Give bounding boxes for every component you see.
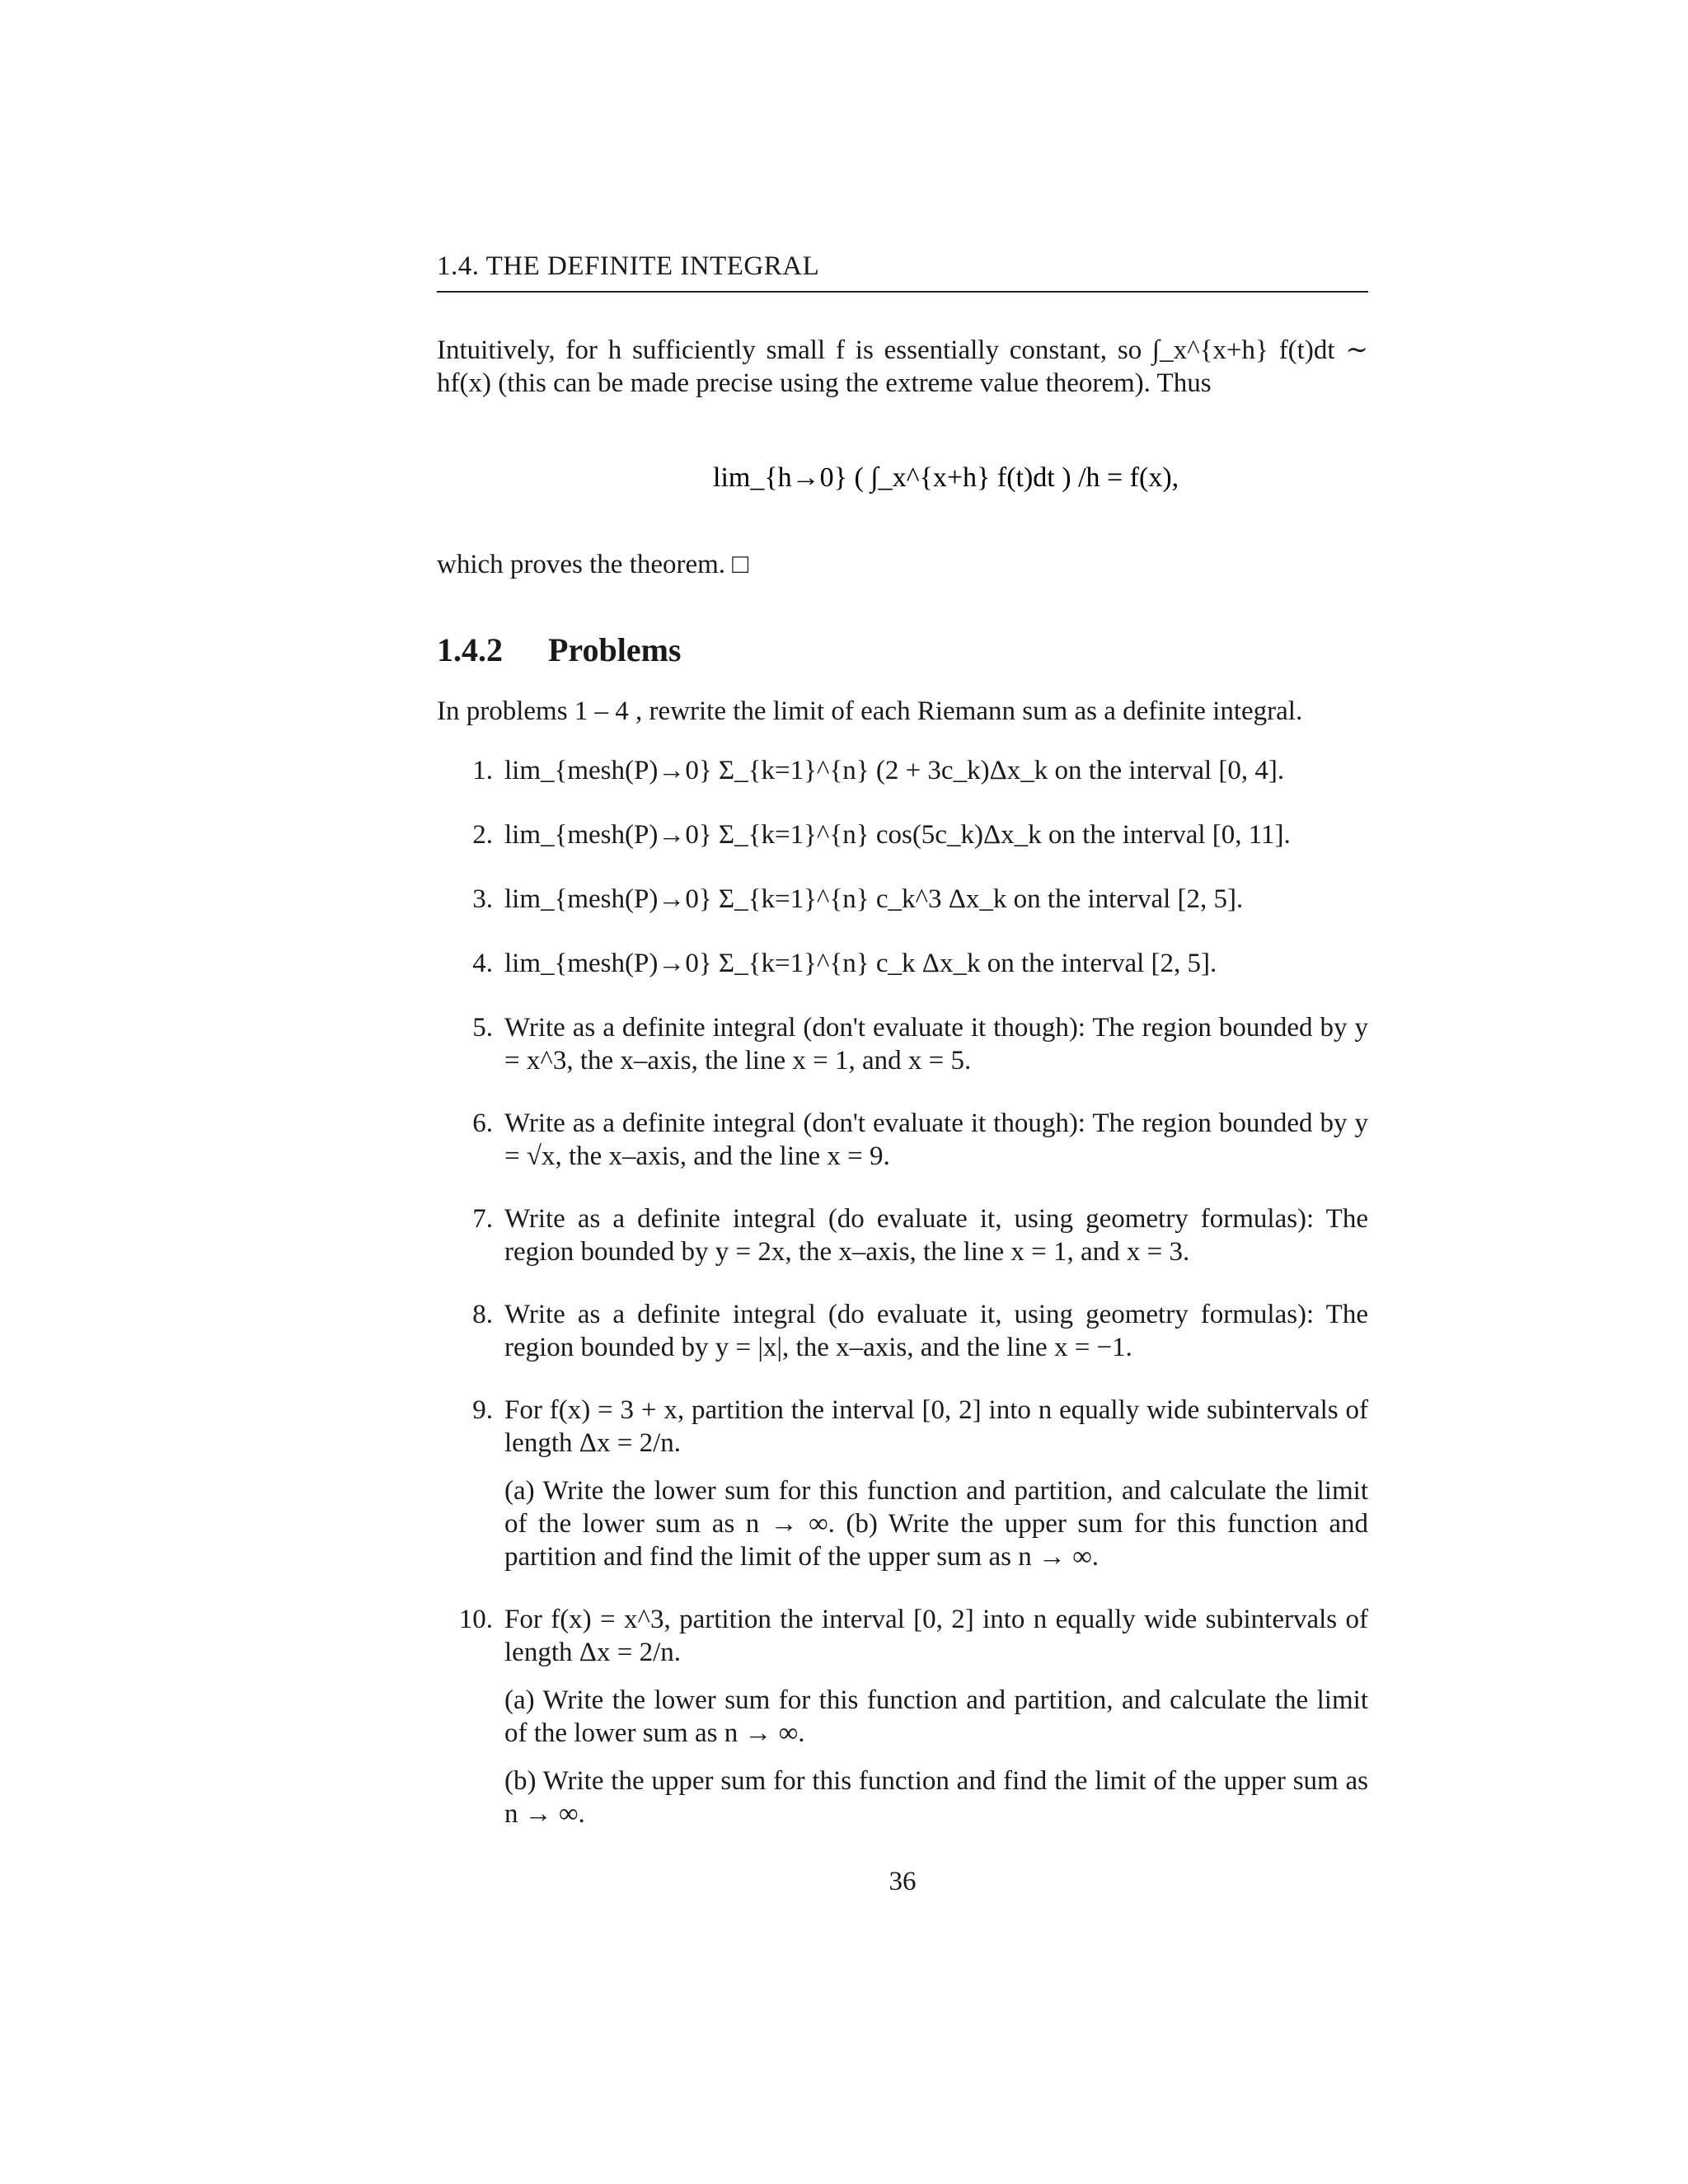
problem-item — [437, 947, 1368, 980]
problem-number: 3. — [472, 884, 493, 914]
problem-item — [437, 883, 1368, 916]
problem-text: lim_{mesh(P)→0} Σ_{k=1}^{n} c_k Δx_k on the interval [2, 5]. — [504, 949, 1217, 978]
problem-text: lim_{mesh(P)→0} Σ_{k=1}^{n} cos(5c_k)Δx_k on the interval [0, 11]. — [504, 820, 1291, 850]
intro-paragraph — [437, 334, 1368, 400]
problem-item — [437, 754, 1368, 787]
problem-number: 9. — [472, 1395, 493, 1425]
problem-list — [437, 754, 1368, 1830]
problem-item — [437, 1394, 1368, 1573]
equation-text: lim_{h→0} ( ∫_x^{x+h} f(t)dt ) /h = f(x), — [713, 462, 1179, 493]
problem-number: 2. — [472, 820, 493, 850]
problem-text: Write as a definite integral (do evaluate it, using geometry formulas): The region bounded by y = |x|, the x–axis, and the line x = −1. — [504, 1300, 1368, 1362]
problem-number: 10. — [458, 1605, 493, 1634]
intro-paragraph-text: Intuitively, for h sufficiently small f is essentially constant, so ∫_x^{x+h} f(t)dt ∼ hf(x) (this can be made precise using the extreme value theorem). Thus — [437, 335, 1368, 398]
problem-number: 7. — [472, 1204, 493, 1234]
problem-text: lim_{mesh(P)→0} Σ_{k=1}^{n} c_k^3 Δx_k on the interval [2, 5]. — [504, 884, 1244, 914]
problem-item — [437, 1298, 1368, 1364]
section-number: 1.4.2 — [437, 631, 503, 668]
problem-item — [437, 1011, 1368, 1077]
equation-svg — [713, 429, 1179, 536]
problems-intro: In problems 1 – 4 , rewrite the limit of each Riemann sum as a definite integral. — [437, 696, 1303, 726]
section-title: Problems — [548, 631, 682, 668]
problem-number: 4. — [472, 949, 493, 978]
problem-subpart: (a) Write the lower sum for this function and partition, and calculate the limit of the lower sum as n → ∞. (b) Write the upper sum for this function and partition and find the limit of the upper sum as n → ∞. — [504, 1476, 1368, 1572]
problem-item — [437, 818, 1368, 851]
problem-item — [437, 1202, 1368, 1268]
problem-text: Write as a definite integral (do evaluate it, using geometry formulas): The region bounded by y = 2x, the x–axis, the line x = 1, and x = 3. — [504, 1204, 1368, 1267]
problem-number: 1. — [472, 756, 493, 785]
problem-item — [437, 1107, 1368, 1173]
problem-number: 8. — [472, 1300, 493, 1329]
problem-number: 5. — [472, 1013, 493, 1043]
problem-subpart: (b) Write the upper sum for this function and find the limit of the upper sum as n → ∞. — [504, 1766, 1368, 1829]
problem-text: Write as a definite integral (don't evaluate it though): The region bounded by y = √x, the x–axis, and the line x = 9. — [504, 1108, 1368, 1171]
problem-text: For f(x) = 3 + x, partition the interval [0, 2] into n equally wide subintervals of length Δx = 2/n. — [504, 1395, 1368, 1458]
section-heading — [437, 630, 681, 669]
problem-text: lim_{mesh(P)→0} Σ_{k=1}^{n} (2 + 3c_k)Δx_k on the interval [0, 4]. — [504, 756, 1285, 785]
running-header: 1.4. THE DEFINITE INTEGRAL — [437, 251, 1368, 293]
display-equation — [713, 429, 1179, 536]
page-number: 36 — [889, 1867, 917, 1896]
problem-subpart: (a) Write the lower sum for this function and partition, and calculate the limit of the lower sum as n → ∞. — [504, 1685, 1368, 1748]
problem-number: 6. — [472, 1108, 493, 1138]
problem-item — [437, 1603, 1368, 1830]
problem-text: Write as a definite integral (don't evaluate it though): The region bounded by y = x^3, the x–axis, the line x = 1, and x = 5. — [504, 1013, 1368, 1076]
proof-end-paragraph: which proves the theorem. □ — [437, 550, 749, 579]
problem-text: For f(x) = x^3, partition the interval [0, 2] into n equally wide subintervals of length Δx = 2/n. — [504, 1605, 1368, 1667]
